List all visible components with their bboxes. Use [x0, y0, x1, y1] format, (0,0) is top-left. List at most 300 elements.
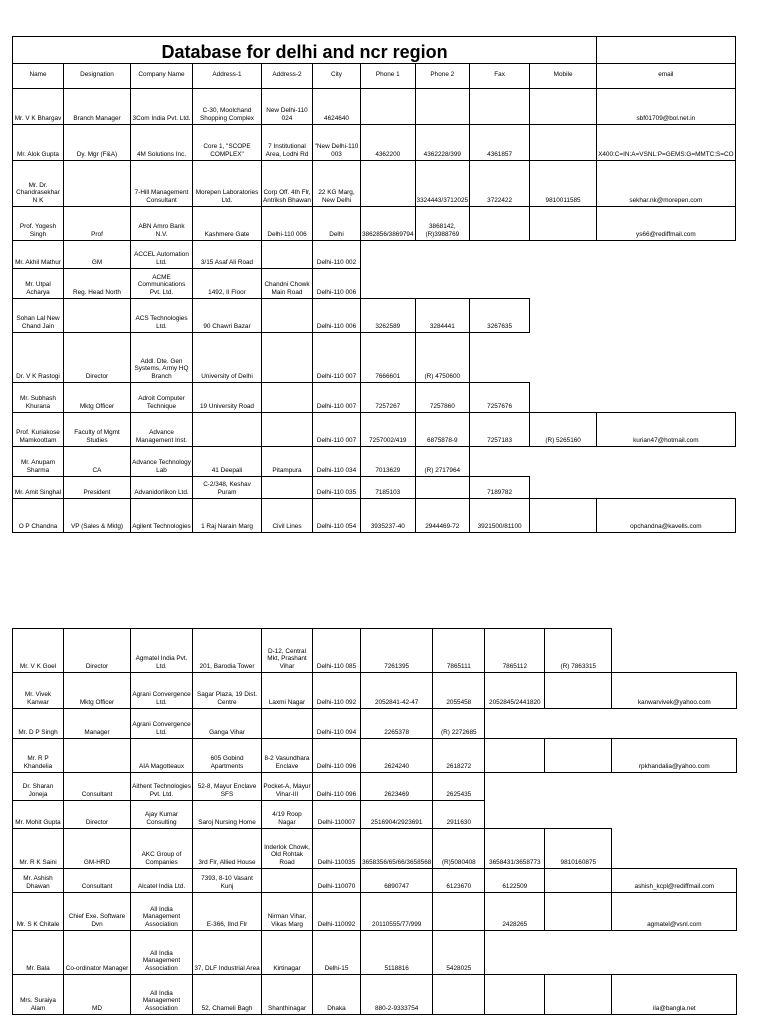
cell-address2: Delhi-110 006 — [262, 207, 313, 241]
cell-address2: Pocket-A, Mayur Vihar-III — [262, 773, 313, 801]
cell-designation: Dy. Mgr (F&A) — [64, 125, 131, 161]
cell-fax: 7865112 — [485, 629, 545, 673]
cell-phone2 — [415, 477, 470, 499]
header-name: Name — [13, 64, 64, 89]
cell-company: Adroit Computer Technique — [131, 383, 193, 413]
cell-phone2: 5428025 — [433, 931, 485, 975]
table-row — [13, 739, 737, 773]
cell-address2: New Delhi-110 024 — [262, 89, 313, 125]
cell-fax — [470, 269, 530, 299]
cell-address2: Shanthinagar — [262, 975, 313, 1015]
table-row — [13, 89, 736, 125]
cell-company: ABN Amro Bank N.V. — [131, 207, 193, 241]
cell-mobile — [530, 207, 597, 241]
cell-company: Advance Management Inst. — [131, 413, 193, 447]
cell-fax — [485, 801, 545, 829]
cell-city: Delhi-110 096 — [313, 773, 361, 801]
cell-company: Agilent Technologies — [131, 499, 193, 533]
cell-phone2: 7865111 — [433, 629, 485, 673]
cell-mobile — [545, 869, 612, 893]
cell-company: Agrani Convergence Ltd. — [131, 673, 193, 709]
cell-fax: 4361857 — [470, 125, 530, 161]
cell-designation: Director — [64, 629, 131, 673]
cell-email: kurian47@hotmail.com — [597, 413, 736, 447]
cell-city: Delhi-110 096 — [313, 739, 361, 773]
cell-designation: Mktg Officer — [64, 383, 131, 413]
cell-mobile — [545, 893, 612, 931]
cell-mobile — [530, 269, 597, 299]
table-row — [13, 869, 737, 893]
cell-phone1: 2516904/2923691 — [361, 801, 433, 829]
cell-phone2: 2944469-72 — [415, 499, 470, 533]
cell-city: Delhi-110092 — [313, 893, 361, 931]
cell-address1: 3/15 Asaf Ali Road — [193, 241, 262, 269]
cell-city: Dhaka — [313, 975, 361, 1015]
cell-name: Mr. V K Bhargav — [13, 89, 64, 125]
cell-city: "New Delhi-110 003 — [313, 125, 361, 161]
cell-city: Delhi-110 007 — [313, 383, 361, 413]
cell-company: 4M Solutions Inc. — [131, 125, 193, 161]
cell-phone1: 3658356/65/66/3658568 — [361, 829, 433, 869]
cell-address1: 605 Gobind Apartments — [193, 739, 262, 773]
cell-name: Prof. Kuriakose Mamkoottam — [13, 413, 64, 447]
cell-phone2: 2055458 — [433, 673, 485, 709]
cell-phone1: 20110555/77/999 — [361, 893, 433, 931]
cell-name: Mr. D P Singh — [13, 709, 64, 739]
cell-address2: Laxmi Nagar — [262, 673, 313, 709]
cell-company: AIA Magotteaux — [131, 739, 193, 773]
header-address1: Address-1 — [193, 64, 262, 89]
cell-designation: CA — [64, 447, 131, 477]
cell-company: AKC Group of Companies — [131, 829, 193, 869]
cell-mobile — [545, 931, 612, 975]
table-row — [13, 207, 736, 241]
cell-email — [612, 931, 737, 975]
table-row — [13, 801, 737, 829]
cell-designation: Consultant — [64, 773, 131, 801]
cell-address1: 52, Chameli Bagh — [193, 975, 262, 1015]
cell-city: Delhi-110 006 — [313, 299, 361, 333]
cell-fax — [470, 333, 530, 383]
cell-phone2 — [433, 975, 485, 1015]
cell-company: Alcatel India Ltd. — [131, 869, 193, 893]
table-delhi-ncr-part1 — [12, 36, 736, 533]
cell-name: Mr. Amit Singhal — [13, 477, 64, 499]
table-row — [13, 773, 737, 801]
cell-email — [612, 773, 737, 801]
cell-city: Delhi — [313, 207, 361, 241]
header-address2: Address-2 — [262, 64, 313, 89]
cell-phone2 — [415, 269, 470, 299]
cell-address1: 3rd Flr, Allied House — [193, 829, 262, 869]
cell-name: O P Chandna — [13, 499, 64, 533]
cell-name: Mr. Utpal Acharya — [13, 269, 64, 299]
header-mobile: Mobile — [530, 64, 597, 89]
cell-address2: 7 Institutional Area, Lodhi Rd — [262, 125, 313, 161]
cell-fax — [485, 739, 545, 773]
cell-email — [597, 447, 736, 477]
cell-fax — [485, 709, 545, 739]
cell-designation: MD — [64, 975, 131, 1015]
cell-phone1: 7261395 — [361, 629, 433, 673]
cell-name: Mr. R P Khandelia — [13, 739, 64, 773]
cell-phone1 — [361, 269, 416, 299]
cell-phone2: 7257860 — [415, 383, 470, 413]
cell-phone2: 4362228/399 — [415, 125, 470, 161]
cell-mobile: (R) 7863315 — [545, 629, 612, 673]
cell-fax: 2428265 — [485, 893, 545, 931]
cell-company: All India Management Association — [131, 931, 193, 975]
cell-address2: Nirman Vihar, Vikas Marg — [262, 893, 313, 931]
table-row — [13, 477, 736, 499]
cell-name: Mr. Mohit Gupta — [13, 801, 64, 829]
cell-address1: E-366, IInd Flr — [193, 893, 262, 931]
cell-company: ACCEL Automation Ltd. — [131, 241, 193, 269]
cell-name: Dr. Sharan Joneja — [13, 773, 64, 801]
cell-designation: Co-ordinator Manager — [64, 931, 131, 975]
table-row — [13, 383, 736, 413]
table-row — [13, 447, 736, 477]
cell-fax — [470, 241, 530, 269]
cell-designation: GM-HRD — [64, 829, 131, 869]
cell-designation: Prof — [64, 207, 131, 241]
cell-name: Mr. V K Goel — [13, 629, 64, 673]
table-row — [13, 413, 736, 447]
cell-address1: Sagar Plaza, 19 Dist. Centre — [193, 673, 262, 709]
table-row — [13, 125, 736, 161]
cell-phone1: 5118816 — [361, 931, 433, 975]
cell-address1: 7393, 8-10 Vasant Kunj — [193, 869, 262, 893]
cell-company: Agmatel India Pvt. Ltd. — [131, 629, 193, 673]
cell-address1: 201, Barodia Tower — [193, 629, 262, 673]
table-row — [13, 931, 737, 975]
header-email: email — [597, 64, 736, 89]
cell-address1: Saroj Nursing Home — [193, 801, 262, 829]
cell-city: Delhi-110 035 — [313, 477, 361, 499]
cell-name: Mr. Alok Gupta — [13, 125, 64, 161]
cell-fax: 3722422 — [470, 161, 530, 207]
header-fax: Fax — [470, 64, 530, 89]
cell-phone2: 6875878-9 — [415, 413, 470, 447]
cell-city: 4624640 — [313, 89, 361, 125]
cell-email: sekhar.nk@morepen.com — [597, 161, 736, 207]
cell-email — [597, 269, 736, 299]
cell-address1: C-30, Moolchand Shopping Complex — [193, 89, 262, 125]
cell-name: Mr. Vivek Kanwar — [13, 673, 64, 709]
cell-phone1: 2624240 — [361, 739, 433, 773]
cell-address2: Civil Lines — [262, 499, 313, 533]
cell-address1: Kashmere Gate — [193, 207, 262, 241]
cell-address2 — [262, 413, 313, 447]
cell-company: 7-Hill Management Consultant — [131, 161, 193, 207]
cell-name: Mr. Ashish Dhawan — [13, 869, 64, 893]
cell-address2: Corp Off. 4th Flr, Antriksh Bhawan — [262, 161, 313, 207]
cell-email — [597, 477, 736, 499]
cell-company: 3Com India Pvt. Ltd. — [131, 89, 193, 125]
cell-phone1: 4362200 — [361, 125, 416, 161]
cell-company: ACME Communications Pvt. Ltd. — [131, 269, 193, 299]
cell-designation — [64, 299, 131, 333]
cell-designation: Mktg Officer — [64, 673, 131, 709]
cell-address1: Ganga Vihar — [193, 709, 262, 739]
cell-fax: 6122509 — [485, 869, 545, 893]
cell-phone1: 880-2-9333754 — [361, 975, 433, 1015]
cell-address2 — [262, 333, 313, 383]
cell-phone2: (R) 4750600 — [415, 333, 470, 383]
cell-city: Delhi-110 002 — [313, 241, 361, 269]
cell-city: Delhi-110 094 — [313, 709, 361, 739]
cell-address2 — [262, 241, 313, 269]
cell-email: agmatel@vsnl.com — [612, 893, 737, 931]
table-row — [13, 629, 737, 673]
cell-designation: Consultant — [64, 869, 131, 893]
cell-city: Delhi-110 054 — [313, 499, 361, 533]
cell-phone1: 7257267 — [361, 383, 416, 413]
table-row — [13, 975, 737, 1015]
cell-email: X400:C=IN:A=VSNL:P=GEMS:G=MMTC:S=CO — [597, 125, 736, 161]
cell-email — [612, 629, 737, 673]
cell-city: Delhi-110 085 — [313, 629, 361, 673]
cell-fax: 3921500/81100 — [470, 499, 530, 533]
cell-phone2 — [415, 89, 470, 125]
cell-email — [612, 709, 737, 739]
cell-name: Prof. Yogesh Singh — [13, 207, 64, 241]
cell-address2 — [262, 299, 313, 333]
cell-address1: University of Delhi — [193, 333, 262, 383]
cell-phone1: 3262589 — [361, 299, 416, 333]
cell-name: Mr. Dr. Chandrasekhar N K — [13, 161, 64, 207]
cell-email: ila@bangla.net — [612, 975, 737, 1015]
header-phone2: Phone 2 — [415, 64, 470, 89]
cell-address1: Core 1, "SCOPE COMPLEX" — [193, 125, 262, 161]
cell-mobile: 9810160875 — [545, 829, 612, 869]
cell-address2: 4/19 Roop Nagar — [262, 801, 313, 829]
table-row — [13, 241, 736, 269]
header-designation: Designation — [64, 64, 131, 89]
cell-email: kanwarvivek@yahoo.com — [612, 673, 737, 709]
cell-fax — [470, 89, 530, 125]
cell-company: Agrani Convergence Ltd. — [131, 709, 193, 739]
cell-fax — [485, 975, 545, 1015]
cell-company: Aithent Technologies Pvt. Ltd. — [131, 773, 193, 801]
cell-mobile — [530, 241, 597, 269]
cell-mobile — [545, 975, 612, 1015]
cell-phone1: 2265378 — [361, 709, 433, 739]
cell-address2: Pitampura — [262, 447, 313, 477]
cell-mobile — [530, 299, 597, 333]
cell-email — [612, 801, 737, 829]
cell-phone1 — [361, 241, 416, 269]
cell-phone2: 3868142, (R)3988769 — [415, 207, 470, 241]
cell-city: Delhi-110 007 — [313, 413, 361, 447]
cell-designation: Director — [64, 333, 131, 383]
cell-address2: 8-2 Vasundhara Enclave — [262, 739, 313, 773]
cell-email: ashish_kcpl@rediffmail.com — [612, 869, 737, 893]
cell-designation: Faculty of Mgmt Studies — [64, 413, 131, 447]
cell-phone2: 6123670 — [433, 869, 485, 893]
cell-phone1: 3935237-40 — [361, 499, 416, 533]
cell-designation — [64, 739, 131, 773]
cell-address1: 1492, II Floor — [193, 269, 262, 299]
cell-fax: 7257183 — [470, 413, 530, 447]
cell-mobile — [530, 125, 597, 161]
cell-address2 — [262, 709, 313, 739]
table-row — [13, 333, 736, 383]
cell-mobile — [530, 447, 597, 477]
cell-designation: Manager — [64, 709, 131, 739]
cell-address1: C-2/348, Keshav Puram — [193, 477, 262, 499]
cell-mobile — [545, 773, 612, 801]
cell-address1: 19 University Road — [193, 383, 262, 413]
cell-mobile — [530, 89, 597, 125]
cell-designation: GM — [64, 241, 131, 269]
cell-fax: 2052845/2441820 — [485, 673, 545, 709]
cell-phone1: 7257002/419 — [361, 413, 416, 447]
table-row — [13, 499, 736, 533]
cell-city: Delhi-110 092 — [313, 673, 361, 709]
cell-address1: 1 Raj Narain Marg — [193, 499, 262, 533]
cell-phone1: 6890747 — [361, 869, 433, 893]
table-delhi-ncr-part2 — [12, 628, 737, 1015]
cell-city: Delhi-110035 — [313, 829, 361, 869]
cell-company: Advance Technology Lab — [131, 447, 193, 477]
cell-name: Mr. Akhil Mathur — [13, 241, 64, 269]
cell-email: ys66@rediffmail.com — [597, 207, 736, 241]
cell-city: 22 KG Marg, New Delhi — [313, 161, 361, 207]
cell-phone2: (R) 2272685 — [433, 709, 485, 739]
cell-name: Mrs. Suraiya Alam — [13, 975, 64, 1015]
cell-fax — [485, 931, 545, 975]
cell-designation — [64, 161, 131, 207]
cell-fax — [470, 447, 530, 477]
cell-name: Mr. Bala — [13, 931, 64, 975]
cell-designation: Reg. Head North — [64, 269, 131, 299]
cell-email: rpkhandalia@yahoo.com — [612, 739, 737, 773]
cell-email: opchandna@kavells.com — [597, 499, 736, 533]
cell-mobile: (R) 5265160 — [530, 413, 597, 447]
page-title: Database for delhi and ncr region — [13, 37, 597, 64]
cell-company: All India Management Association — [131, 893, 193, 931]
cell-address1: 37, DLF Industrial Area — [193, 931, 262, 975]
cell-mobile — [545, 673, 612, 709]
cell-email — [597, 241, 736, 269]
cell-company: Addl. Dte. Gen Systems, Army HQ Branch — [131, 333, 193, 383]
cell-mobile: 9810011585 — [530, 161, 597, 207]
cell-phone2: (R) 2717964 — [415, 447, 470, 477]
cell-email — [612, 829, 737, 869]
cell-address2: Inderlok Chowk, Old Rohtak Road — [262, 829, 313, 869]
cell-phone1: 7013629 — [361, 447, 416, 477]
cell-company: Advanidorlikon Ltd. — [131, 477, 193, 499]
cell-address1: 52-8, Mayur Enclave SFS — [193, 773, 262, 801]
cell-email: sbf01709@bol.net.in — [597, 89, 736, 125]
cell-city: Delhi-15 — [313, 931, 361, 975]
cell-phone1 — [361, 89, 416, 125]
cell-address2 — [262, 869, 313, 893]
table-row — [13, 673, 737, 709]
cell-phone1: 7185103 — [361, 477, 416, 499]
cell-company: All India Management Association — [131, 975, 193, 1015]
table-row — [13, 161, 736, 207]
cell-address1: 90 Chawri Bazar — [193, 299, 262, 333]
cell-mobile — [545, 739, 612, 773]
header-company: Company Name — [131, 64, 193, 89]
cell-phone2: (R)5080408 — [433, 829, 485, 869]
cell-address1: Morepen Laboratories Ltd. — [193, 161, 262, 207]
cell-phone2 — [433, 893, 485, 931]
cell-address1: 41 Deepali — [193, 447, 262, 477]
cell-fax: 3658431/3658773 — [485, 829, 545, 869]
cell-fax: 3267635 — [470, 299, 530, 333]
cell-name: Mr. R K Saini — [13, 829, 64, 869]
cell-phone2: 3284441 — [415, 299, 470, 333]
cell-mobile — [545, 709, 612, 739]
cell-city: Delhi-110 007 — [313, 333, 361, 383]
cell-designation: VP (Sales & Mktg) — [64, 499, 131, 533]
cell-address1 — [193, 413, 262, 447]
cell-name: Mr. Anupam Sharma — [13, 447, 64, 477]
cell-phone2: 2625435 — [433, 773, 485, 801]
table-row — [13, 709, 737, 739]
cell-phone2: 3324443/3712025 — [415, 161, 470, 207]
cell-name: Dr. V K Rastogi — [13, 333, 64, 383]
table-row — [13, 893, 737, 931]
header-city: City — [313, 64, 361, 89]
cell-mobile — [530, 477, 597, 499]
cell-phone2: 2618272 — [433, 739, 485, 773]
cell-mobile — [530, 333, 597, 383]
cell-designation: President — [64, 477, 131, 499]
cell-phone1 — [361, 161, 416, 207]
cell-company: ACS Technologies Ltd. — [131, 299, 193, 333]
cell-fax — [470, 207, 530, 241]
cell-phone2 — [415, 241, 470, 269]
cell-fax: 7257676 — [470, 383, 530, 413]
header-phone1: Phone 1 — [361, 64, 416, 89]
cell-phone1: 2052841-42-47 — [361, 673, 433, 709]
cell-city: Delhi-110 006 — [313, 269, 361, 299]
cell-city: Delhi-110070 — [313, 869, 361, 893]
cell-address2 — [262, 477, 313, 499]
cell-name: Mr. Subhash Khurana — [13, 383, 64, 413]
cell-fax — [485, 773, 545, 801]
cell-address2 — [262, 383, 313, 413]
cell-name: Mr. S K Chitale — [13, 893, 64, 931]
cell-mobile — [530, 499, 597, 533]
cell-city: Delhi-110 034 — [313, 447, 361, 477]
table-row — [13, 829, 737, 869]
cell-designation: Director — [64, 801, 131, 829]
cell-designation: Chief Exe. Software Dvn — [64, 893, 131, 931]
cell-address2: D-12, Central Mkt, Prashant Vihar — [262, 629, 313, 673]
cell-address2: Kirtinagar — [262, 931, 313, 975]
cell-mobile — [530, 383, 597, 413]
cell-phone2: 2911630 — [433, 801, 485, 829]
cell-email — [597, 383, 736, 413]
cell-mobile — [545, 801, 612, 829]
cell-address2: Chandni Chowk Main Road — [262, 269, 313, 299]
cell-company: Ajay Kumar Consulting — [131, 801, 193, 829]
cell-phone1: 2623469 — [361, 773, 433, 801]
cell-designation: Branch Manager — [64, 89, 131, 125]
cell-name: Sohan Lal New Chand Jain — [13, 299, 64, 333]
cell-fax: 7189782 — [470, 477, 530, 499]
cell-phone1: 3862856/3869794 — [361, 207, 416, 241]
table-row — [13, 269, 736, 299]
cell-email — [597, 299, 736, 333]
cell-city: Delhi-110007 — [313, 801, 361, 829]
cell-email — [597, 333, 736, 383]
